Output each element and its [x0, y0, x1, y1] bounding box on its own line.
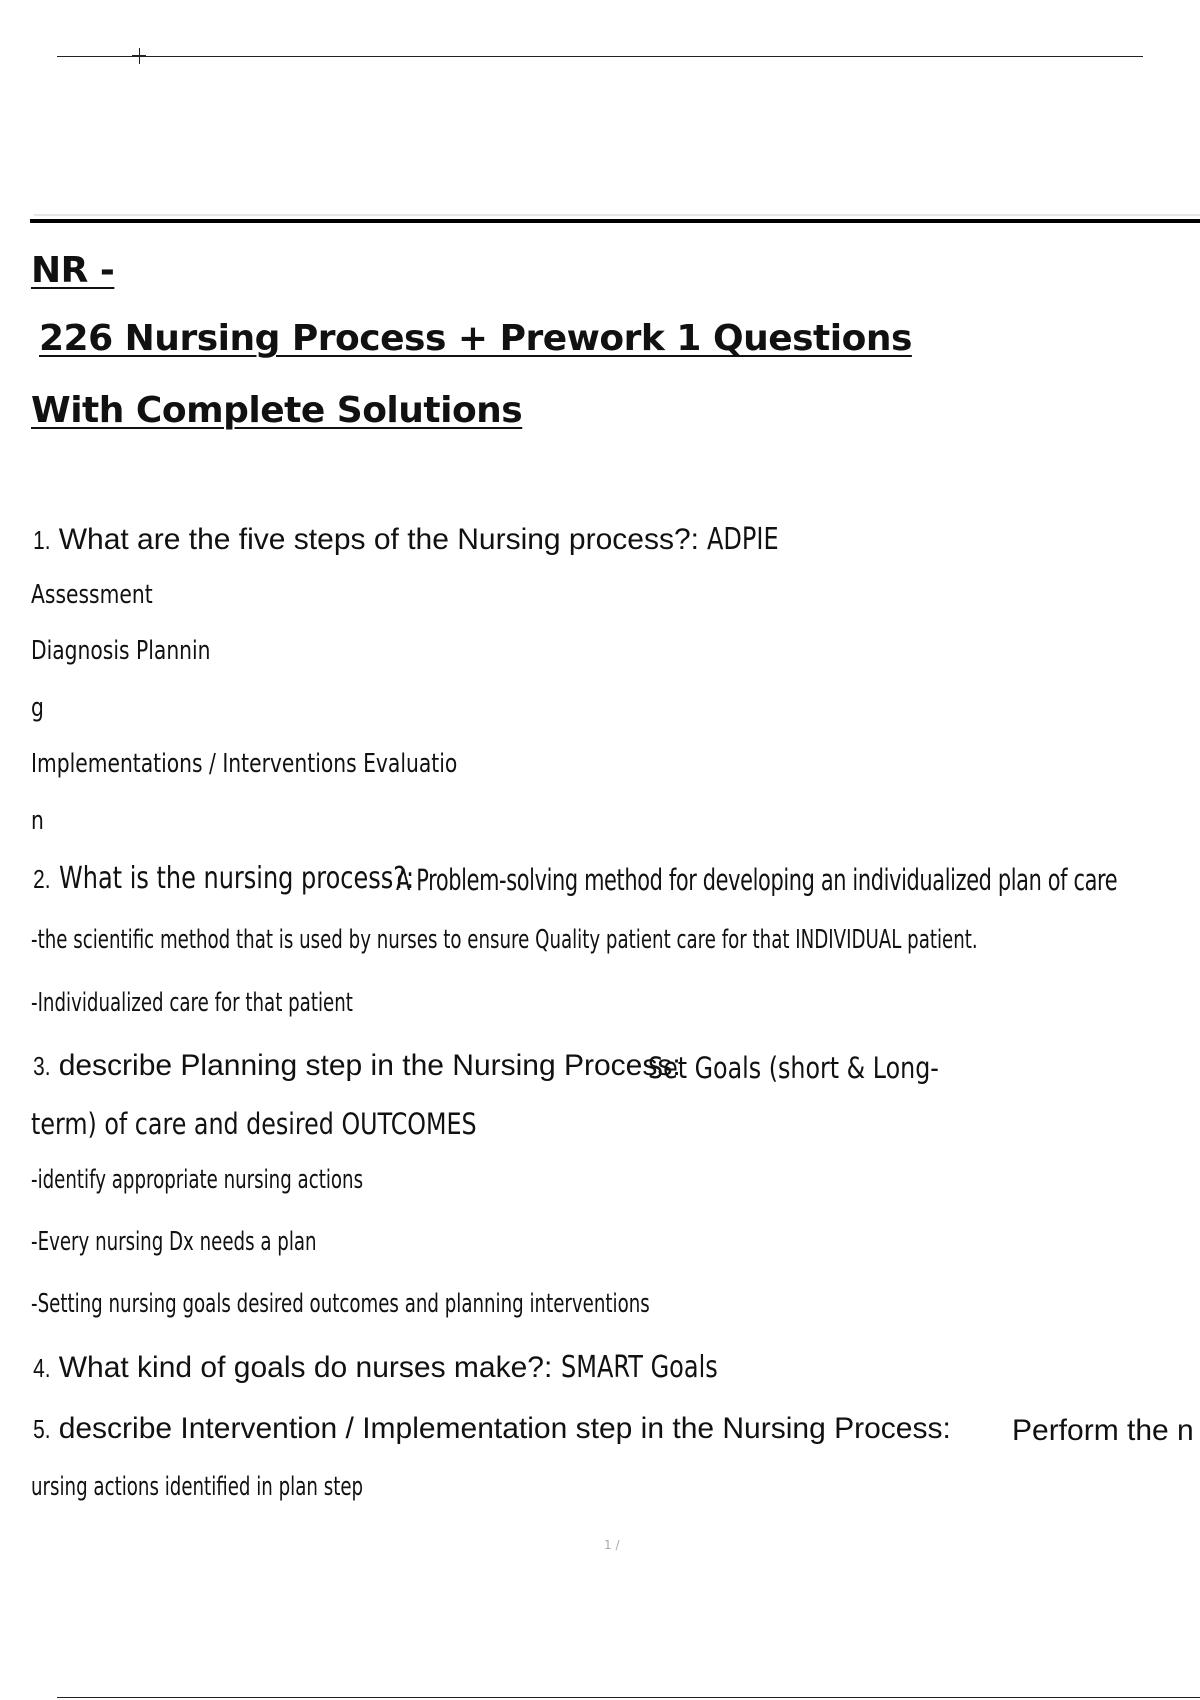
question-text: describe Intervention / Implementation step in the Nursing Process:: [58, 1412, 951, 1445]
question-5: [31, 1412, 951, 1446]
answer-line: Implementations / Interventions Evaluatio: [31, 749, 458, 779]
title-line-2: 226 Nursing Process + Prework 1 Questions: [39, 318, 912, 359]
question-number: 4.: [33, 1353, 51, 1383]
answer-text: SMART Goals: [560, 1350, 718, 1385]
answer-line: -Individualized care for that patient: [31, 988, 353, 1018]
answer-line: -Every nursing Dx needs a plan: [31, 1227, 317, 1257]
answer-line: g: [31, 693, 44, 723]
answer-text: ADPIE: [707, 522, 779, 557]
page-number: 1 /: [604, 1538, 620, 1552]
answer-line: -identify appropriate nursing actions: [31, 1165, 364, 1195]
footer-rule: [57, 1697, 1200, 1698]
answer-text: A Problem-solving method for developing an individualized plan of care: [396, 863, 1118, 897]
title-line-3: With Complete Solutions: [31, 390, 523, 431]
question-text: describe Planning step in the Nursing Process:: [58, 1049, 681, 1082]
answer-line: term) of care and desired OUTCOMES: [31, 1107, 477, 1141]
heavy-divider: [30, 219, 1200, 223]
answer-line: -Setting nursing goals desired outcomes and planning interventions: [31, 1289, 650, 1319]
answer-line: Diagnosis Plannin: [31, 636, 211, 666]
question-number: 5.: [33, 1414, 51, 1444]
answer-text: Set Goals (short & Long-: [648, 1051, 939, 1085]
header-rule: [57, 56, 1143, 57]
question-number: 1.: [33, 525, 51, 555]
question-text: What kind of goals do nurses make?:: [58, 1351, 553, 1384]
question-text: What is the nursing process?:: [58, 861, 414, 896]
question-1: [31, 522, 797, 557]
question-number: 3.: [33, 1051, 51, 1081]
question-4: [31, 1350, 757, 1385]
answer-line: Assessment: [31, 580, 153, 610]
question-3: [31, 1049, 681, 1083]
answer-line: ursing actions identified in plan step: [31, 1472, 364, 1502]
title-line-1: NR -: [31, 250, 115, 291]
answer-line: -the scientific method that is used by nurses to ensure Quality patient care for that INDIVIDUAL patient.: [31, 925, 978, 955]
answer-line: n: [31, 806, 44, 836]
answer-text: Perform the n: [1012, 1414, 1194, 1447]
faint-divider: [34, 214, 1200, 216]
question-number: 2.: [33, 864, 51, 894]
header-crosshair-mark-h: [132, 55, 146, 57]
question-text: What are the five steps of the Nursing process?:: [58, 523, 699, 556]
